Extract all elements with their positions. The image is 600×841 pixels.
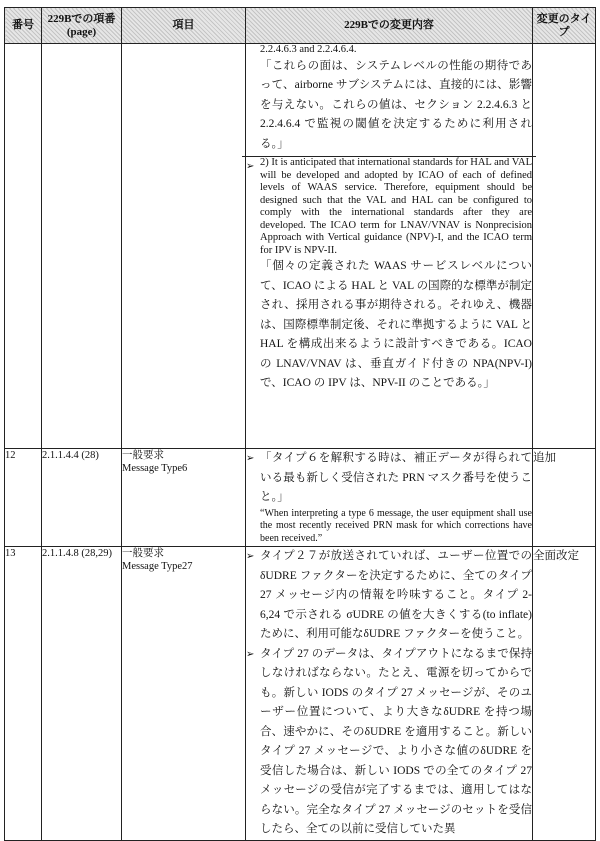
arrow-bullet-icon: ➢ <box>246 551 255 562</box>
content-cell <box>246 547 533 841</box>
bullet-item <box>246 157 532 394</box>
content-ja-1: 「これらの面は、システムレベルの性能の期待であって、airborne サブシステムには、直接的には、影響を与えない。これらの値は、セクション 2.2.4.6.3 と 2.2.4.6.4 で監視の閾値を決定するために利用される。」 <box>260 59 532 150</box>
arrow-bullet-icon: ➢ <box>246 161 255 172</box>
bullet-item <box>246 645 532 840</box>
bullet-ja: タイプ２７が放送されていれば、ユーザー位置でのδUDRE ファクターを決定するために、全てのタイプ 27 メッセージ内の情報を吟味すること。タイプ 2-6,24 で示される σUDRE の値を大きくする(to inflate)ために、利用可能なδUDRE ファクターを使うこと。 <box>260 550 532 640</box>
content-cell <box>246 449 533 547</box>
row-item-title: 一般要求 <box>122 450 164 461</box>
arrow-bullet-icon: ➢ <box>246 648 255 660</box>
bullet-ja: 「タイプ６を解釈する時は、補正データが得られている最も新しく受信された PRN マスク番号を使うこと。」 <box>260 452 532 503</box>
row-section: 2.1.1.4.4 (28) <box>42 449 122 547</box>
change-type: 全面改定 <box>533 547 596 841</box>
content-en-quote: “When interpreting a type 6 message, the user equipment shall use the most recently received PRN mask for which corrections have been received.” <box>260 507 532 544</box>
header-row <box>5 8 596 44</box>
row-num: 12 <box>5 449 42 547</box>
bullet-item <box>246 547 532 645</box>
table-row-12 <box>5 449 596 547</box>
header-content: 229Bでの変更内容 <box>246 8 533 44</box>
row-section: 2.1.1.4.8 (28,29) <box>42 547 122 841</box>
arrow-bullet-icon: ➢ <box>246 453 255 464</box>
change-table <box>4 7 596 841</box>
table-row-continued <box>5 44 596 449</box>
row-item <box>122 547 246 841</box>
bullet-ja: タイプ 27 のデータは、タイプアウトになるまで保持しなければならない。たとえ、電源を切ってからでも。新しい IODS のタイプ 27 メッセージが、そのユーザー位置について、より大きなδUDRE を持つ場合、速やかに、そのδUDRE を適用すること。新しいタイプ 27 メッセージで、より小さな値のδUDRE を受信した場合は、新しい IODS での全てのタイプ 27 メッセージの受信が完了するまでは、適用してはならない。完全なタイプ 27 メッセージのセットを受信したら、全ての以前に受信していた異 <box>260 647 532 835</box>
row-item <box>122 449 246 547</box>
bullet-item <box>246 449 532 508</box>
content-en-head: 2.2.4.6.3 and 2.2.4.6.4. <box>260 44 357 55</box>
header-item: 項目 <box>122 8 246 44</box>
table-row-13 <box>5 547 596 841</box>
header-section: 229Bでの項番(page) <box>42 8 122 44</box>
header-type: 変更のタイプ <box>533 8 596 44</box>
row-item-sub: Message Type27 <box>122 561 193 572</box>
bullet-ja: 「個々の定義された WAAS サービスレベルについて、ICAO による HAL と VAL の国際的な標準が制定され、採用される事が期待される。それゆえ、機器は、国際標準制定後、それに準拠するように VAL と HAL を構成出来るように設計すべきである。ICAO の LNAV/VNAV は、垂直ガイド付きの NPA(NPV-I)で、ICAO の IPV は、NPV-II のことである。」 <box>260 260 532 389</box>
row-item-title: 一般要求 <box>122 548 164 559</box>
content-cell <box>246 44 533 449</box>
header-num: 番号 <box>5 8 42 44</box>
bullet-en: 2) It is anticipated that international standards for HAL and VAL will be developed and adopted by ICAO of each of defined levels of WAAS service. Therefore, equipment should be designed such that the VAL and HAL can be configured to comply with the international standards after they are developed. The ICAO term for LNAV/VNAV is Nonprecision Approach with Vertical guidance (NPV)-I, and the ICAO term for IPV is NPV-II. <box>260 157 532 256</box>
row-item-sub: Message Type6 <box>122 463 188 474</box>
change-type: 追加 <box>533 449 596 547</box>
row-num: 13 <box>5 547 42 841</box>
